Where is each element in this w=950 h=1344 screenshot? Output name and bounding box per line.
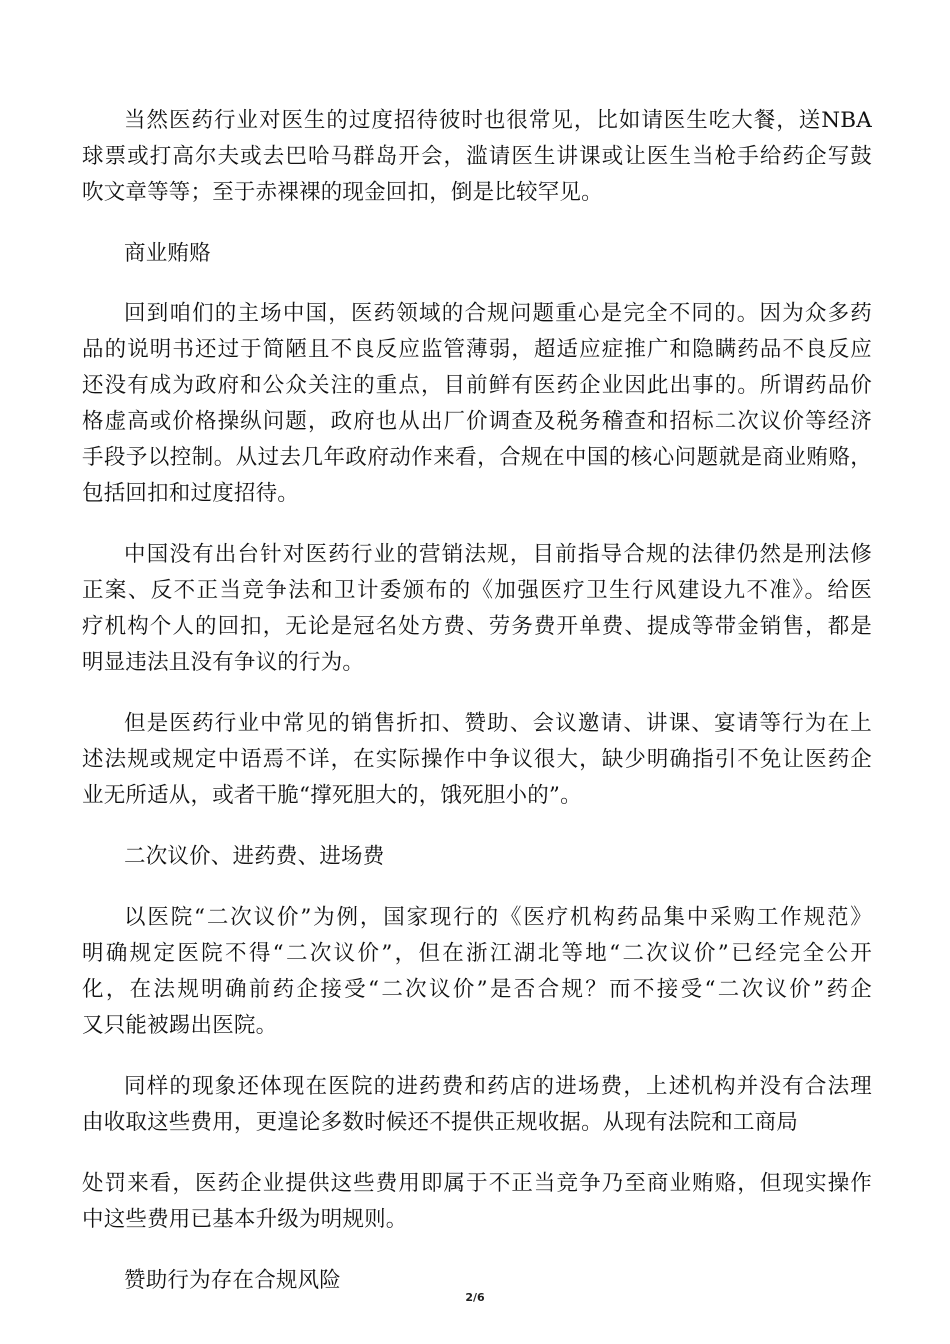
text-line: 品的说明书还过于简陋且不良反应监管薄弱，超适应症推广和隐瞒药品不良反应 — [82, 337, 872, 362]
text-line: 当然医药行业对医生的过度招待彼时也很常见，比如请医生吃大餐，送NBA — [124, 108, 872, 133]
page-number: 2/6 — [465, 1291, 485, 1304]
text-line: 中这些费用已基本升级为明规则。 — [82, 1207, 408, 1232]
text-line: 但是医药行业中常见的销售折扣、赞助、会议邀请、讲课、宴请等行为在上 — [124, 711, 872, 736]
text-line: 球票或打高尔夫或去巴哈马群岛开会，滥请医生讲课或让医生当枪手给药企写鼓 — [82, 144, 872, 169]
text-line: 包括回扣和过度招待。 — [82, 481, 300, 506]
text-line: 吹文章等等；至于赤裸裸的现金回扣，倒是比较罕见。 — [82, 180, 603, 205]
text-line: 又只能被踢出医院。 — [82, 1013, 278, 1038]
text-line: 格虚高或价格操纵问题，政府也从出厂价调查及税务稽查和招标二次议价等经济 — [82, 409, 872, 434]
text-line: 手段予以控制。从过去几年政府动作来看，合规在中国的核心问题就是商业贿赂， — [82, 445, 872, 470]
text-line: 中国没有出台针对医药行业的营销法规，目前指导合规的法律仍然是刑法修 — [124, 542, 872, 567]
text-line: 还没有成为政府和公众关注的重点，目前鲜有医药企业因此出事的。所谓药品价 — [82, 373, 872, 398]
text-line: 以医院“二次议价”为例，国家现行的《医疗机构药品集中采购工作规范》 — [124, 905, 872, 930]
text-line: 述法规或规定中语焉不详，在实际操作中争议很大，缺少明确指引不免让医药企 — [82, 747, 872, 772]
text-line: 同样的现象还体现在医院的进药费和药店的进场费，上述机构并没有合法理 — [124, 1074, 872, 1099]
section-heading: 二次议价、进药费、进场费 — [124, 844, 385, 869]
section-heading: 商业贿赂 — [124, 241, 211, 266]
text-line: 处罚来看，医药企业提供这些费用即属于不正当竞争乃至商业贿赂，但现实操作 — [82, 1171, 872, 1196]
text-line: 正案、反不正当竞争法和卫计委颁布的《加强医疗卫生行风建设九不准》。给医 — [82, 578, 872, 603]
text-line: 回到咱们的主场中国，医药领域的合规问题重心是完全不同的。因为众多药 — [124, 301, 872, 326]
text-line: 明显违法且没有争议的行为。 — [82, 650, 365, 675]
text-line: 由收取这些费用，更遑论多数时候还不提供正规收据。从现有法院和工商局 — [82, 1110, 799, 1135]
text-line: 疗机构个人的回扣，无论是冠名处方费、劳务费开单费、提成等带金销售，都是 — [82, 614, 872, 639]
text-line: 业无所适从，或者干脆“撑死胆大的，饿死胆小的”。 — [82, 783, 582, 808]
text-line: 化，在法规明确前药企接受“二次议价”是否合规？而不接受“二次议价”药企 — [82, 977, 872, 1002]
text-line: 明确规定医院不得“二次议价”，但在浙江湖北等地“二次议价”已经完全公开 — [82, 941, 872, 966]
section-heading: 赞助行为存在合规风险 — [124, 1268, 342, 1293]
